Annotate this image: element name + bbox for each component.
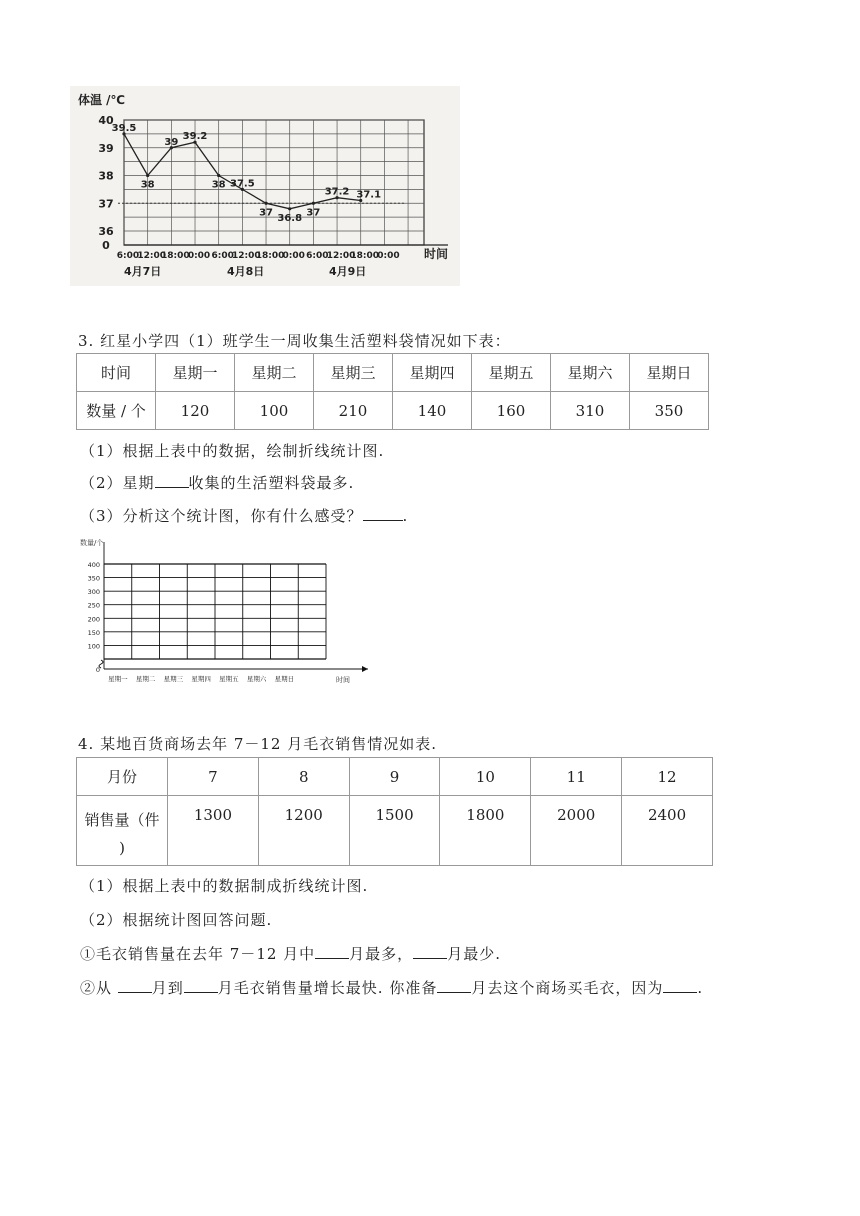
q4-part3-text-b: 月最多， [349, 945, 414, 963]
row-label-b: ) [119, 839, 125, 857]
q4-part3 [80, 943, 501, 964]
x-tick-label: 0:00 [377, 251, 400, 261]
q3-table [76, 353, 709, 430]
q3-part3-text-b: . [402, 507, 409, 525]
y-tick-label: 300 [87, 588, 100, 597]
y-tick-label: 0 [102, 239, 110, 252]
chart-xlabel: 时间 [424, 247, 449, 261]
table-cell: 100 [235, 392, 314, 430]
y-tick-label: 200 [87, 615, 100, 624]
x-tick-label: 18:00 [161, 251, 190, 261]
x-tick-label: 6:00 [211, 251, 234, 261]
chart-ylabel: 体温 /℃ [78, 93, 126, 107]
data-point [217, 174, 220, 177]
q3-part3-text-a: （3）分析这个统计图，你有什么感受？ [80, 507, 363, 525]
q3-part1: （1）根据上表中的数据，绘制折线统计图. [80, 442, 385, 460]
answer-blank[interactable] [663, 978, 697, 993]
data-label: 37.1 [356, 189, 382, 201]
table-cell: 11 [531, 758, 622, 796]
y-tick-label: 39 [98, 141, 114, 155]
q3-part2-text-b: 收集的生活塑料袋最多. [188, 474, 355, 492]
q4-part1: （1）根据上表中的数据制成折线统计图. [80, 877, 369, 895]
data-label: 37 [306, 207, 321, 219]
table-cell: 1800 [440, 796, 531, 866]
q4-part4-text-b: 月到 [151, 979, 184, 997]
grid-ylabel: 数量/个 [80, 539, 104, 547]
data-point [288, 207, 291, 210]
x-tick-label: 18:00 [350, 251, 380, 261]
data-label: 39.5 [111, 122, 137, 134]
x-tick-label: 12:00 [137, 251, 167, 261]
data-label: 37.2 [324, 186, 350, 198]
table-cell: 10 [440, 758, 531, 796]
x-tick-label: 18:00 [255, 251, 285, 261]
answer-blank[interactable] [155, 473, 189, 488]
data-label: 37 [259, 207, 273, 219]
table-cell: 星期一 [156, 354, 235, 392]
q4-part3-text-c: 月最少. [447, 945, 501, 963]
table-cell: 1300 [168, 796, 259, 866]
data-label: 39.2 [182, 131, 208, 143]
answer-blank[interactable] [184, 978, 218, 993]
table-cell: 2400 [622, 796, 713, 866]
answer-blank[interactable] [118, 978, 152, 993]
table-cell: 星期二 [235, 354, 314, 392]
answer-blank[interactable] [413, 944, 447, 959]
q4-part4-text-d: 月去这个商场买毛衣，因为 [471, 979, 664, 997]
table-cell: 350 [630, 392, 709, 430]
table-cell: 7 [168, 758, 259, 796]
data-label: 39 [164, 136, 179, 148]
q4-part3-text-a: ①毛衣销售量在去年 7－12 月中 [80, 945, 316, 963]
x-tick-label: 星期六 [246, 675, 267, 683]
data-point [146, 174, 149, 177]
y-tick-label: 36 [98, 225, 114, 238]
grid-y-ticks [88, 561, 100, 674]
table-cell: 星期五 [472, 354, 551, 392]
table-cell: 星期日 [630, 354, 709, 392]
q3-part2 [80, 472, 354, 493]
q4-part2: （2）根据统计图回答问题. [80, 911, 273, 929]
x-tick-label: 星期五 [219, 675, 239, 683]
q3-blank-grid [74, 534, 374, 686]
x-tick-label: 12:00 [232, 251, 261, 261]
y-tick-label: 250 [87, 601, 100, 610]
data-label: 36.8 [277, 212, 303, 224]
x-tick-label: 星期一 [108, 675, 128, 683]
table-cell: 210 [314, 392, 393, 430]
x-tick-label: 0:00 [187, 251, 211, 261]
table-cell: 时间 [77, 354, 156, 392]
answer-blank[interactable] [437, 978, 471, 993]
q4-part4-text-c: 月毛衣销售量增长最快. 你准备 [217, 979, 438, 997]
data-point [312, 202, 315, 205]
y-tick-label: 0 [95, 666, 100, 674]
table-cell: 数量 / 个 [77, 392, 156, 430]
x-axis-arrow [362, 666, 368, 672]
y-tick-label: 350 [87, 574, 100, 583]
q4-part4-text-e: . [697, 979, 704, 997]
q4-table [76, 757, 713, 866]
data-label: 37.5 [230, 178, 255, 190]
table-cell: 310 [551, 392, 630, 430]
table-cell: 星期四 [393, 354, 472, 392]
chart-x-ticks [117, 251, 400, 261]
table-cell: 1500 [349, 796, 440, 866]
x-tick-label: 星期三 [163, 675, 184, 683]
table-cell: 12 [622, 758, 713, 796]
data-point [264, 202, 267, 205]
grid-x-ticks [108, 674, 294, 683]
y-tick-label: 100 [87, 642, 100, 651]
table-cell: 2000 [531, 796, 622, 866]
x-tick-label: 0:00 [282, 251, 305, 261]
x-tick-label: 6:00 [116, 251, 140, 261]
q4-part4-text-a: ②从 [80, 979, 118, 997]
chart-date-1: 4月7日 [124, 265, 162, 278]
answer-blank[interactable] [315, 944, 349, 959]
table-cell: 9 [349, 758, 440, 796]
q3-part3 [80, 505, 408, 526]
data-label: 38 [211, 179, 226, 191]
y-tick-label: 40 [98, 114, 114, 127]
x-tick-label: 星期四 [191, 675, 211, 683]
row-label-a: 销售量（件 [84, 811, 160, 829]
y-tick-label: 38 [98, 169, 114, 183]
table-cell: 8 [258, 758, 349, 796]
x-tick-label: 星期二 [135, 675, 156, 683]
y-tick-label: 150 [87, 628, 100, 637]
x-tick-label: 星期日 [274, 675, 295, 683]
table-cell: 140 [393, 392, 472, 430]
y-tick-label: 37 [98, 197, 114, 211]
grid-xlabel: 时间 [336, 676, 350, 684]
table-cell: 星期六 [551, 354, 630, 392]
table-cell [77, 796, 168, 866]
table-cell: 1200 [258, 796, 349, 866]
data-label: 38 [140, 179, 155, 191]
x-tick-label: 12:00 [326, 251, 356, 261]
q3-part2-text-a: （2）星期 [80, 474, 155, 492]
table-cell: 星期三 [314, 354, 393, 392]
x-tick-label: 6:00 [306, 251, 329, 261]
table-cell: 120 [156, 392, 235, 430]
q3-title: 3. 红星小学四（1）班学生一周收集生活塑料袋情况如下表： [78, 332, 511, 350]
q4-part4 [80, 977, 703, 998]
y-tick-label: 400 [87, 561, 100, 569]
table-cell: 月份 [77, 758, 168, 796]
answer-blank[interactable] [363, 506, 403, 521]
chart-date-2: 4月8日 [227, 265, 265, 278]
chart-date-3: 4月9日 [329, 265, 367, 278]
table-cell: 160 [472, 392, 551, 430]
grid-lines [99, 542, 368, 672]
q4-title: 4. 某地百货商场去年 7－12 月毛衣销售情况如表. [78, 735, 438, 753]
temperature-chart [70, 86, 460, 286]
